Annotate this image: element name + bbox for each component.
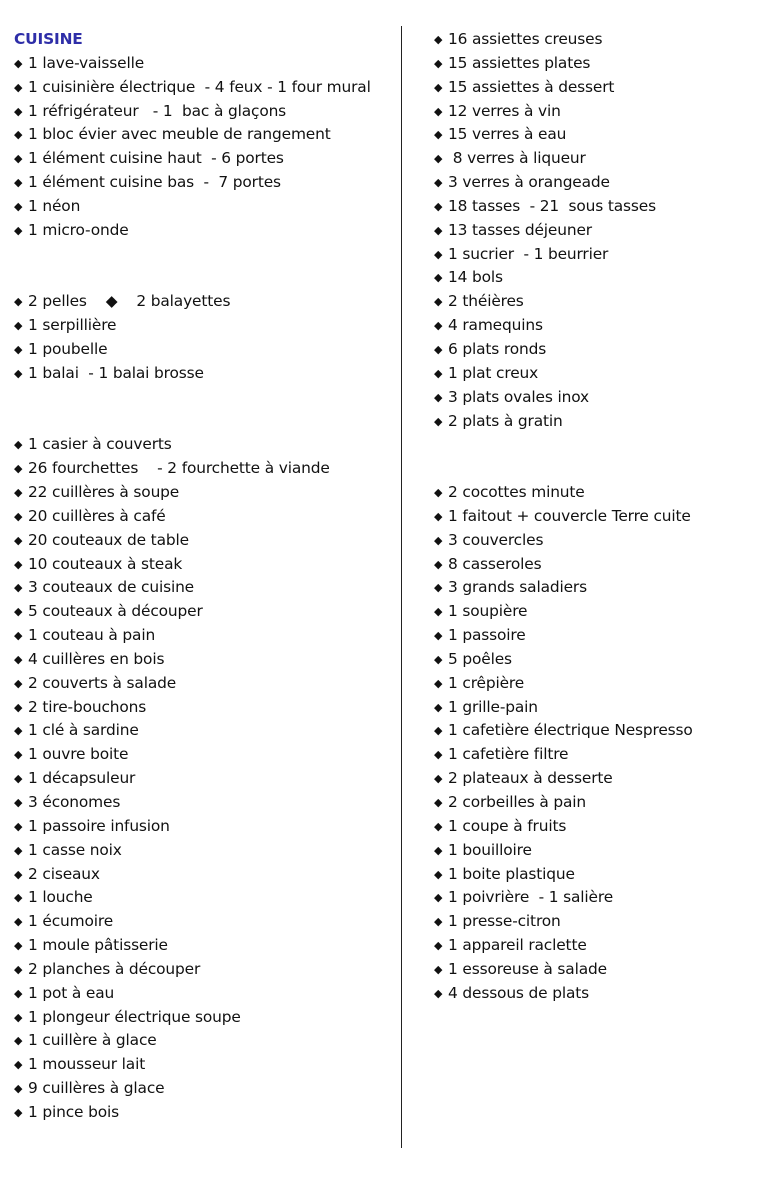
list-item-text: 2 tire-bouchons [28,697,147,716]
list-item-text: 3 couteaux de cuisine [28,578,194,597]
list-item [434,386,754,410]
list-item [434,600,754,624]
bullet-icon: ◆ [14,581,23,595]
bullet-icon: ◆ [434,509,443,523]
list-item [434,839,754,863]
list-item-text: 1 bouilloire [448,840,532,859]
list-item-text: 1 lave-vaisselle [28,53,145,72]
list-item-text: 2 pelles ◆ 2 balayettes [28,292,231,311]
list-item-text: 26 fourchettes - 2 fourchette à viande [28,459,330,478]
list-item-text: 10 couteaux à steak [28,554,183,573]
list-item-text: 3 grands saladiers [448,578,587,597]
bullet-icon: ◆ [434,962,443,976]
list-item [434,481,754,505]
bullet-icon: ◆ [14,1034,23,1048]
list-item [14,696,402,720]
list-item [14,76,402,100]
list-item [434,696,754,720]
list-item-text: 1 cuillère à glace [28,1031,157,1050]
bullet-icon: ◆ [434,199,443,213]
list-item-text: 1 poubelle [28,339,108,358]
bullet-icon: ◆ [14,772,23,786]
list-item [434,314,754,338]
list-item-text: 2 plats à gratin [448,411,563,430]
bullet-icon: ◆ [434,33,443,46]
bullet-icon: ◆ [434,104,443,118]
bullet-icon: ◆ [14,438,23,452]
list-item [14,1053,402,1077]
list-item [434,624,754,648]
list-item [14,886,402,910]
bullet-icon: ◆ [14,1058,23,1072]
list-item-text: 9 cuillères à glace [28,1079,165,1098]
list-item-text: 15 assiettes plates [448,53,591,72]
bullet-icon: ◆ [434,915,443,929]
bullet-icon: ◆ [434,223,443,237]
list-item [14,1077,402,1101]
list-item-text: 1 couteau à pain [28,626,156,645]
list-item-text: 1 néon [28,196,81,215]
list-item [434,815,754,839]
list-item [14,457,402,481]
list-item [14,1029,402,1053]
list-item-text: 1 élément cuisine haut - 6 portes [28,149,284,168]
list-item-text: 1 bloc évier avec meuble de rangement [28,125,331,144]
list-item-text: 20 cuillères à café [28,506,166,525]
list-item [14,123,402,147]
bullet-icon: ◆ [434,319,443,333]
list-item-text: 15 verres à eau [448,125,567,144]
bullet-icon: ◆ [14,56,23,70]
left-item-list [14,52,402,1125]
bullet-icon: ◆ [434,581,443,595]
bullet-icon: ◆ [14,1010,23,1024]
list-item [14,672,402,696]
list-item-text: 1 élément cuisine bas - 7 portes [28,173,281,192]
bullet-icon: ◆ [434,152,443,166]
bullet-icon: ◆ [14,486,23,500]
list-item [14,338,402,362]
bullet-icon: ◆ [14,1082,23,1096]
list-item [434,290,754,314]
bullet-icon: ◆ [14,939,23,953]
list-item [14,982,402,1006]
list-item-text: 1 passoire infusion [28,816,170,835]
list-item [434,863,754,887]
bullet-icon: ◆ [14,104,23,118]
list-item-text: 1 essoreuse à salade [448,959,607,978]
bullet-icon: ◆ [14,748,23,762]
list-item [14,433,402,457]
list-item [14,934,402,958]
list-item [434,719,754,743]
list-item [14,505,402,529]
list-item-text: 1 micro-onde [28,220,129,239]
list-item [14,314,402,338]
list-item [434,195,754,219]
list-item [14,839,402,863]
bullet-icon: ◆ [434,700,443,714]
bullet-icon: ◆ [434,56,443,70]
column-divider [401,26,402,1148]
list-item-text: 2 plateaux à desserte [448,769,613,788]
bullet-icon: ◆ [434,176,443,190]
list-item [14,481,402,505]
list-item-text: 16 assiettes creuses [448,30,603,48]
list-item [14,863,402,887]
list-item-text: 1 sucrier - 1 beurrier [448,244,609,263]
list-item-text: 1 balai - 1 balai brosse [28,363,204,382]
list-item-text: 4 ramequins [448,316,543,335]
list-item-text: 1 moule pâtisserie [28,936,168,955]
list-item-text: 15 assiettes à dessert [448,77,615,96]
left-column [14,28,402,1125]
list-item [14,362,402,386]
list-item [14,815,402,839]
list-item-text: 1 faitout + couvercle Terre cuite [448,506,691,525]
list-item-text: 1 soupière [448,602,528,621]
list-item [14,52,402,76]
list-item [14,600,402,624]
blank-line [14,266,402,290]
list-item-text: 8 casseroles [448,554,542,573]
list-item-text: 1 ouvre boite [28,745,129,764]
list-item-text: 1 pot à eau [28,983,115,1002]
blank-line [14,410,402,434]
bullet-icon: ◆ [434,295,443,309]
blank-line [14,386,402,410]
bullet-icon: ◆ [434,128,443,142]
list-item [434,362,754,386]
list-item [14,147,402,171]
bullet-icon: ◆ [434,676,443,690]
bullet-icon: ◆ [434,939,443,953]
bullet-icon: ◆ [434,486,443,500]
list-item [14,195,402,219]
list-item-text: 3 économes [28,793,121,811]
bullet-icon: ◆ [434,247,443,261]
list-item [434,147,754,171]
list-item-text: 1 cafetière électrique Nespresso [448,721,693,740]
bullet-icon: ◆ [434,748,443,762]
list-item-text: 1 plongeur électrique soupe [28,1007,241,1026]
bullet-icon: ◆ [14,176,23,190]
list-item [14,958,402,982]
list-item [434,743,754,767]
bullet-icon: ◆ [14,867,23,881]
bullet-icon: ◆ [14,223,23,237]
list-item-text: 1 casier à couverts [28,435,172,454]
list-item-text: 2 théières [448,292,524,311]
bullet-icon: ◆ [434,652,443,666]
blank-line [434,433,754,457]
list-item-text: 1 coupe à fruits [448,816,567,835]
list-item-text: 1 serpillière [28,316,117,335]
list-item [434,52,754,76]
bullet-icon: ◆ [14,462,23,476]
blank-line [14,243,402,267]
list-item [14,1101,402,1125]
bullet-icon: ◆ [14,509,23,523]
list-item [434,76,754,100]
list-item-text: 12 verres à vin [448,101,561,120]
list-item [14,791,402,815]
list-item [434,505,754,529]
list-item [14,100,402,124]
list-item-text: 1 mousseur lait [28,1055,146,1074]
list-item [14,910,402,934]
bullet-icon: ◆ [434,629,443,643]
list-item [14,171,402,195]
bullet-icon: ◆ [434,557,443,571]
list-item-text: 22 cuillères à soupe [28,483,180,502]
list-item-text: 3 couvercles [448,530,544,549]
list-item [434,553,754,577]
list-item-text: 1 poivrière - 1 salière [448,888,614,907]
list-item-text: 4 cuillères en bois [28,649,165,668]
list-item [434,28,754,52]
bullet-icon: ◆ [14,342,23,356]
bullet-icon: ◆ [14,605,23,619]
bullet-icon: ◆ [14,819,23,833]
bullet-icon: ◆ [434,867,443,881]
bullet-icon: ◆ [14,962,23,976]
list-item-text: 1 décapsuleur [28,769,136,788]
list-item [14,553,402,577]
bullet-icon: ◆ [434,891,443,905]
list-item-text: 2 corbeilles à pain [448,793,587,811]
list-item [14,743,402,767]
list-item [434,576,754,600]
bullet-icon: ◆ [434,843,443,857]
bullet-icon: ◆ [14,796,23,809]
list-item-text: 1 presse-citron [448,912,561,931]
list-item-text: 3 plats ovales inox [448,387,589,406]
bullet-icon: ◆ [434,533,443,547]
list-item-text: 1 réfrigérateur - 1 bac à glaçons [28,101,287,120]
list-item-text: 1 cafetière filtre [448,745,569,764]
list-item-text: 4 dessous de plats [448,983,590,1002]
bullet-icon: ◆ [14,843,23,857]
list-item-text: 2 cocottes minute [448,483,585,502]
bullet-icon: ◆ [14,128,23,142]
list-item [14,648,402,672]
list-item-text: 13 tasses déjeuner [448,220,592,239]
list-item [434,529,754,553]
right-column [434,28,754,1006]
list-item [14,767,402,791]
bullet-icon: ◆ [14,986,23,1000]
bullet-icon: ◆ [14,629,23,643]
list-item-text: 20 couteaux de table [28,530,189,549]
list-item-text: 1 passoire [448,626,526,645]
bullet-icon: ◆ [434,80,443,94]
bullet-icon: ◆ [14,676,23,690]
list-item-text: 1 clé à sardine [28,721,139,740]
bullet-icon: ◆ [14,1105,23,1119]
list-item [434,123,754,147]
bullet-icon: ◆ [14,80,23,94]
list-item [434,934,754,958]
bullet-icon: ◆ [434,414,443,428]
list-item-text: 2 ciseaux [28,864,100,883]
list-item [434,100,754,124]
blank-line [434,457,754,481]
section-heading: CUISINE [14,30,83,48]
list-item-text: 2 couverts à salade [28,673,177,692]
bullet-icon: ◆ [434,724,443,738]
list-item-text: 3 verres à orangeade [448,173,610,192]
list-item [434,648,754,672]
list-item [14,576,402,600]
list-item [434,266,754,290]
list-item [434,243,754,267]
list-item-text: 1 cuisinière électrique - 4 feux - 1 four mural [28,77,371,96]
list-item [434,672,754,696]
list-item [14,719,402,743]
list-item-text: 1 pince bois [28,1102,119,1121]
list-item [14,290,402,314]
list-item [14,529,402,553]
right-item-list [434,28,754,1006]
bullet-icon: ◆ [14,152,23,166]
list-item-text: 6 plats ronds [448,339,547,358]
list-item-text: 1 casse noix [28,840,122,859]
bullet-icon: ◆ [14,319,23,333]
bullet-icon: ◆ [14,915,23,929]
list-item-text: 1 grille-pain [448,697,538,716]
list-item-text: 8 verres à liqueur [448,149,586,168]
bullet-icon: ◆ [14,295,23,309]
bullet-icon: ◆ [14,652,23,666]
list-item [434,982,754,1006]
list-item-text: 1 louche [28,888,93,907]
bullet-icon: ◆ [434,605,443,619]
list-item [14,219,402,243]
bullet-icon: ◆ [434,772,443,786]
list-item [434,338,754,362]
bullet-icon: ◆ [14,700,23,714]
bullet-icon: ◆ [434,390,443,404]
bullet-icon: ◆ [434,366,443,380]
list-item [14,1006,402,1030]
list-item-text: 5 poêles [448,649,512,668]
bullet-icon: ◆ [434,796,443,809]
bullet-icon: ◆ [14,199,23,213]
bullet-icon: ◆ [434,819,443,833]
bullet-icon: ◆ [14,533,23,547]
list-item-text: 1 appareil raclette [448,936,587,955]
list-item [434,410,754,434]
bullet-icon: ◆ [434,342,443,356]
list-item [434,958,754,982]
list-item [434,886,754,910]
bullet-icon: ◆ [434,271,443,285]
bullet-icon: ◆ [14,724,23,738]
list-item-text: 1 crêpière [448,673,525,692]
list-item-text: 5 couteaux à découper [28,602,203,621]
list-item [434,767,754,791]
list-item [434,171,754,195]
bullet-icon: ◆ [14,366,23,380]
list-item [434,910,754,934]
bullet-icon: ◆ [14,891,23,905]
list-item-text: 1 plat creux [448,363,539,382]
list-item-text: 2 planches à découper [28,959,201,978]
list-item [434,219,754,243]
list-item-text: 1 écumoire [28,912,114,931]
list-item-text: 1 boite plastique [448,864,575,883]
list-item-text: 18 tasses - 21 sous tasses [448,196,656,215]
bullet-icon: ◆ [14,557,23,571]
list-item [14,624,402,648]
bullet-icon: ◆ [434,986,443,1000]
list-item [434,791,754,815]
list-item-text: 14 bols [448,268,503,287]
